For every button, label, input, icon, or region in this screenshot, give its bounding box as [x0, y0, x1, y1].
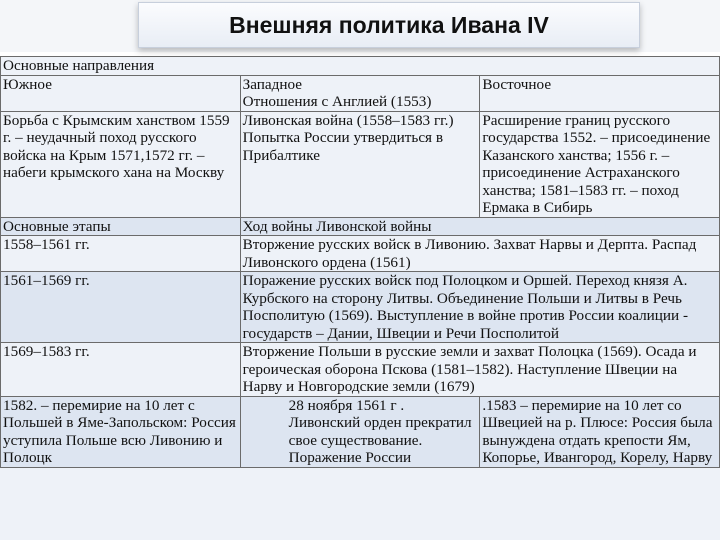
stage2-period: 1561–1569 гг. — [1, 272, 241, 343]
south-details: Борьба с Крымским ханством 1559 г. – неудачный поход русского войска на Крым 1571,1572 гг. – набеги крымского хана на Москву — [1, 111, 241, 217]
foreign-policy-table — [0, 56, 720, 540]
table-row — [1, 236, 720, 272]
table-row — [1, 57, 720, 76]
stages-header: Основные этапы — [1, 217, 241, 236]
table-row — [1, 396, 720, 467]
direction-east: Восточное — [480, 75, 720, 111]
directions-header: Основные направления — [1, 57, 720, 76]
title-box — [138, 2, 640, 48]
direction-west-note: Отношения с Англией (1553) — [242, 93, 432, 110]
result-order: 28 ноября 1561 г . Ливонский орден прекратил свое существование. Поражение России — [240, 396, 480, 467]
east-details: Расширение границ русского государства 1552. – присоединение Казанского ханства; 1556 г. – присоединение Астраханского ханства; 1581–1583 гг. – поход Ермака в Сибирь — [480, 111, 720, 217]
table-row — [1, 217, 720, 236]
stage1-period: 1558–1561 гг. — [1, 236, 241, 272]
direction-west-cell — [240, 75, 480, 111]
table-row — [1, 75, 720, 111]
west-details: Ливонская война (1558–1583 гг.) Попытка России утвердиться в Прибалтике — [240, 111, 480, 217]
stage1-text: Вторжение русских войск в Ливонию. Захват Нарвы и Дерпта. Распад Ливонского ордена (1561) — [240, 236, 719, 272]
table-row — [1, 272, 720, 343]
result-poland: 1582. – перемирие на 10 лет с Польшей в Яме-Запольском: Россия уступила Польше всю Ливонию и Полоцк — [1, 396, 241, 467]
policy-table — [0, 56, 720, 468]
table-row — [1, 111, 720, 217]
stage2-text: Поражение русских войск под Полоцком и Оршей. Переход князя А. Курбского на сторону Литвы. Объединение Польши и Литвы в Речь Посполитую (1569). Выступление в войне против России коалиции - государств – Дании, Швеции и Речи Посполитой — [240, 272, 719, 343]
war-course-header: Ход войны Ливонской войны — [240, 217, 719, 236]
table-row — [1, 343, 720, 397]
stage3-text: Вторжение Польши в русские земли и захват Полоцка (1569). Осада и героическая оборона Пскова (1581–1582). Наступление Швеции на Нарву и Новгородские земли (1679) — [240, 343, 719, 397]
direction-south: Южное — [1, 75, 241, 111]
page-title: Внешняя политика Ивана IV — [229, 11, 549, 38]
stage3-period: 1569–1583 гг. — [1, 343, 241, 397]
direction-west: Западное — [242, 75, 303, 93]
result-sweden: .1583 – перемирие на 10 лет со Швецией на р. Плюсе: Россия была вынуждена отдать крепости Ям, Копорье, Ивангород, Корелу, Нарву — [480, 396, 720, 467]
